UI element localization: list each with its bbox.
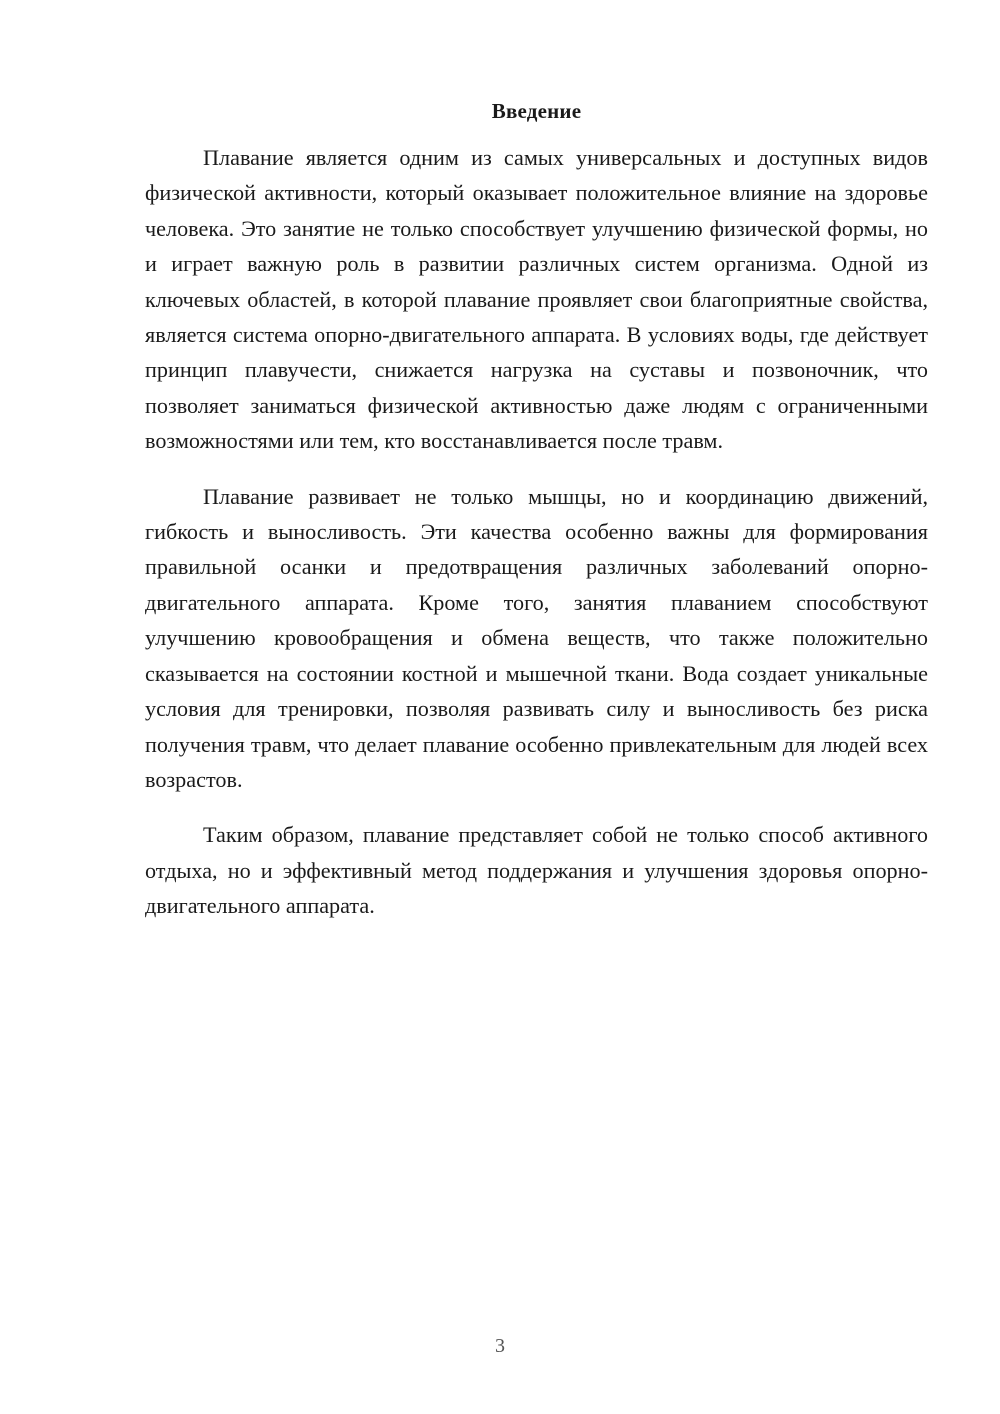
page-content bbox=[145, 96, 928, 944]
paragraph-3: Таким образом, плавание представляет собой не только способ активного отдыха, но и эффективный метод поддержания и улучшения здоровья опорно-двигательного аппарата. bbox=[145, 822, 928, 919]
paragraph-2: Плавание развивает не только мышцы, но и координацию движений, гибкость и выносливость. Эти качества особенно важны для формирования правильной осанки и предотвращения различных заболеваний опорно-двигательного аппарата. Кроме того, занятия плаванием способствуют улучшению кровообращения и обмена веществ, что также положительно сказывается на состоянии костной и мышечной ткани. Вода создает уникальные условия для тренировки, позволяя развивать силу и выносливость без риска получения травм, что делает плавание особенно привлекательным для людей всех возрастов. bbox=[145, 483, 928, 792]
page-number: 3 bbox=[495, 1335, 505, 1357]
paragraph-1: Плавание является одним из самых универсальных и доступных видов физической активности, который оказывает положительное влияние на здоровье человека. Это занятие не только способствует улучшению физической формы, но и играет важную роль в развитии различных систем организма. Одной из ключевых областей, в которой плавание проявляет свои благоприятные свойства, является система опорно-двигательного аппарата. В условиях воды, где действует принцип плавучести, снижается нагрузка на суставы и позвоночник, что позволяет заниматься физической активностью даже людям с ограниченными возможностями или тем, кто восстанавливается после травм. bbox=[145, 145, 928, 454]
section-heading: Введение bbox=[491, 99, 582, 123]
